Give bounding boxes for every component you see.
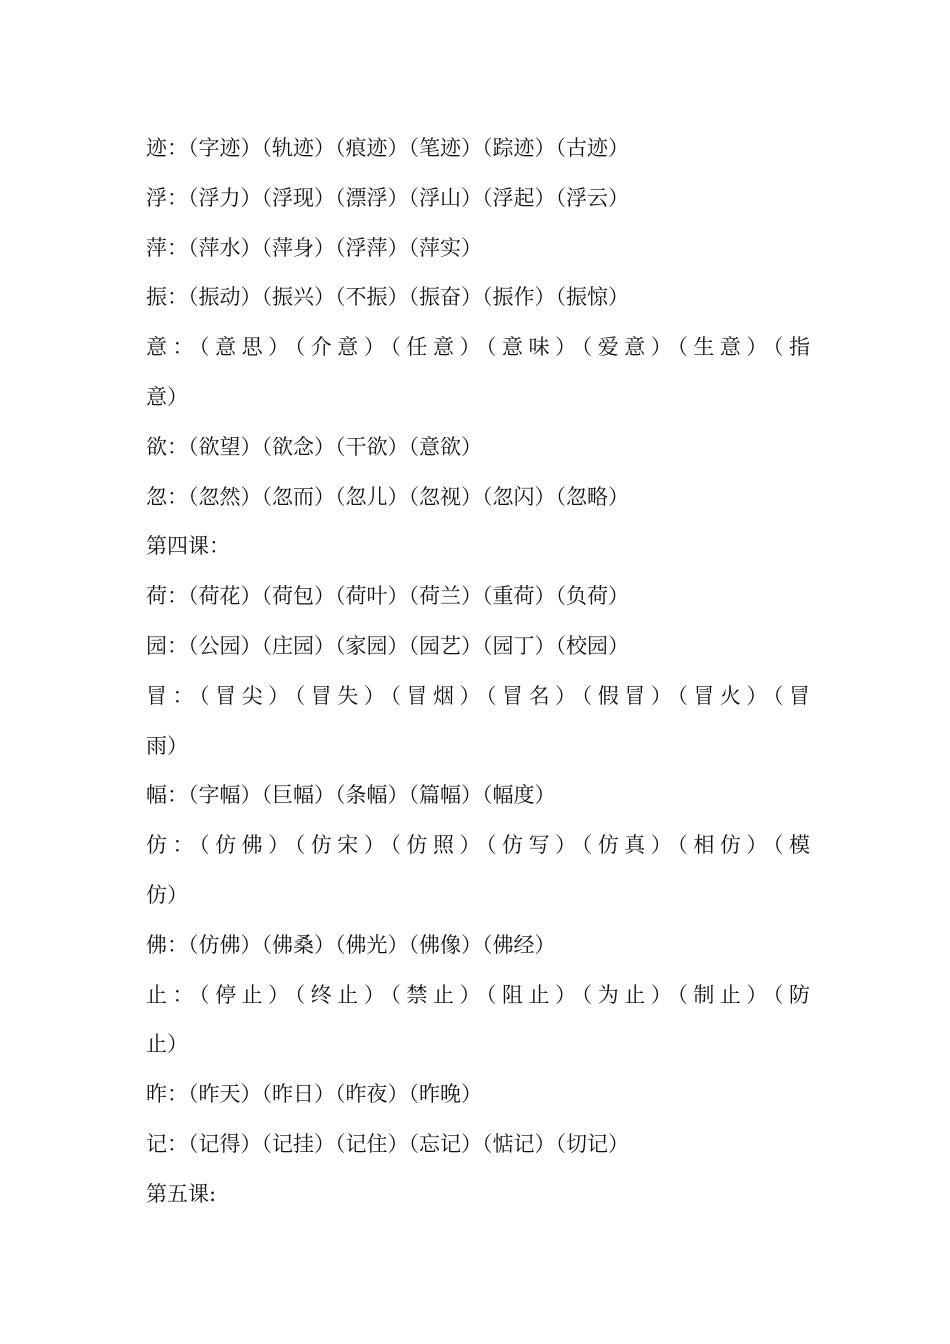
lesson-heading: 第五课: (146, 1181, 217, 1206)
entry-line: 幅：（字幅）（巨幅）（条幅）（篇幅）（幅度） (146, 783, 556, 808)
entry-line: 园：（公园）（庄园）（家园）（园艺）（园丁）（校园） (146, 633, 629, 658)
entry-line: 振：（振动）（振兴）（不振）（振奋）（振作）（振惊） (146, 285, 629, 310)
entry-line: 记：（记得）（记挂）（记住）（忘记）（惦记）（切记） (146, 1131, 629, 1156)
entry-line: 荷：（荷花）（荷包）（荷叶）（荷兰）（重荷）（负荷） (146, 584, 629, 609)
entry-line: 忽：（忽然）（忽而）（忽儿）（忽视）（忽闪）（忽略） (146, 484, 629, 509)
entry-line: 意：（意思）（介意）（任意）（意味）（爱意）（生意）（指 (146, 335, 810, 360)
document-page (146, 124, 810, 1220)
entry-line-continuation: 仿） (146, 882, 188, 907)
entry-line: 仿：（仿佛）（仿宋）（仿照）（仿写）（仿真）（相仿）（模 (146, 833, 810, 858)
entry-line: 浮：（浮力）（浮现）（漂浮）（浮山）（浮起）（浮云） (146, 185, 629, 210)
lesson-heading: 第四课： (146, 534, 230, 559)
entry-line: 止：（停止）（终止）（禁止）（阻止）（为止）（制止）（防 (146, 982, 810, 1007)
entry-line: 欲：（欲望）（欲念）（干欲）（意欲） (146, 434, 482, 459)
entry-line: 昨：（昨天）（昨日）（昨夜）（昨晚） (146, 1082, 482, 1107)
entry-line: 迹：（字迹）（轨迹）（痕迹）（笔迹）（踪迹）（古迹） (146, 136, 629, 160)
entry-line-continuation: 意） (146, 384, 188, 409)
entry-line-continuation: 止） (146, 1032, 188, 1057)
entry-line-continuation: 雨） (146, 733, 188, 758)
entry-line: 萍：（萍水）（萍身）（浮萍）（萍实） (146, 235, 482, 260)
entry-line: 佛：（仿佛）（佛桑）（佛光）（佛像）（佛经） (146, 932, 556, 957)
entry-line: 冒：（冒尖）（冒失）（冒烟）（冒名）（假冒）（冒火）（冒 (146, 683, 810, 708)
